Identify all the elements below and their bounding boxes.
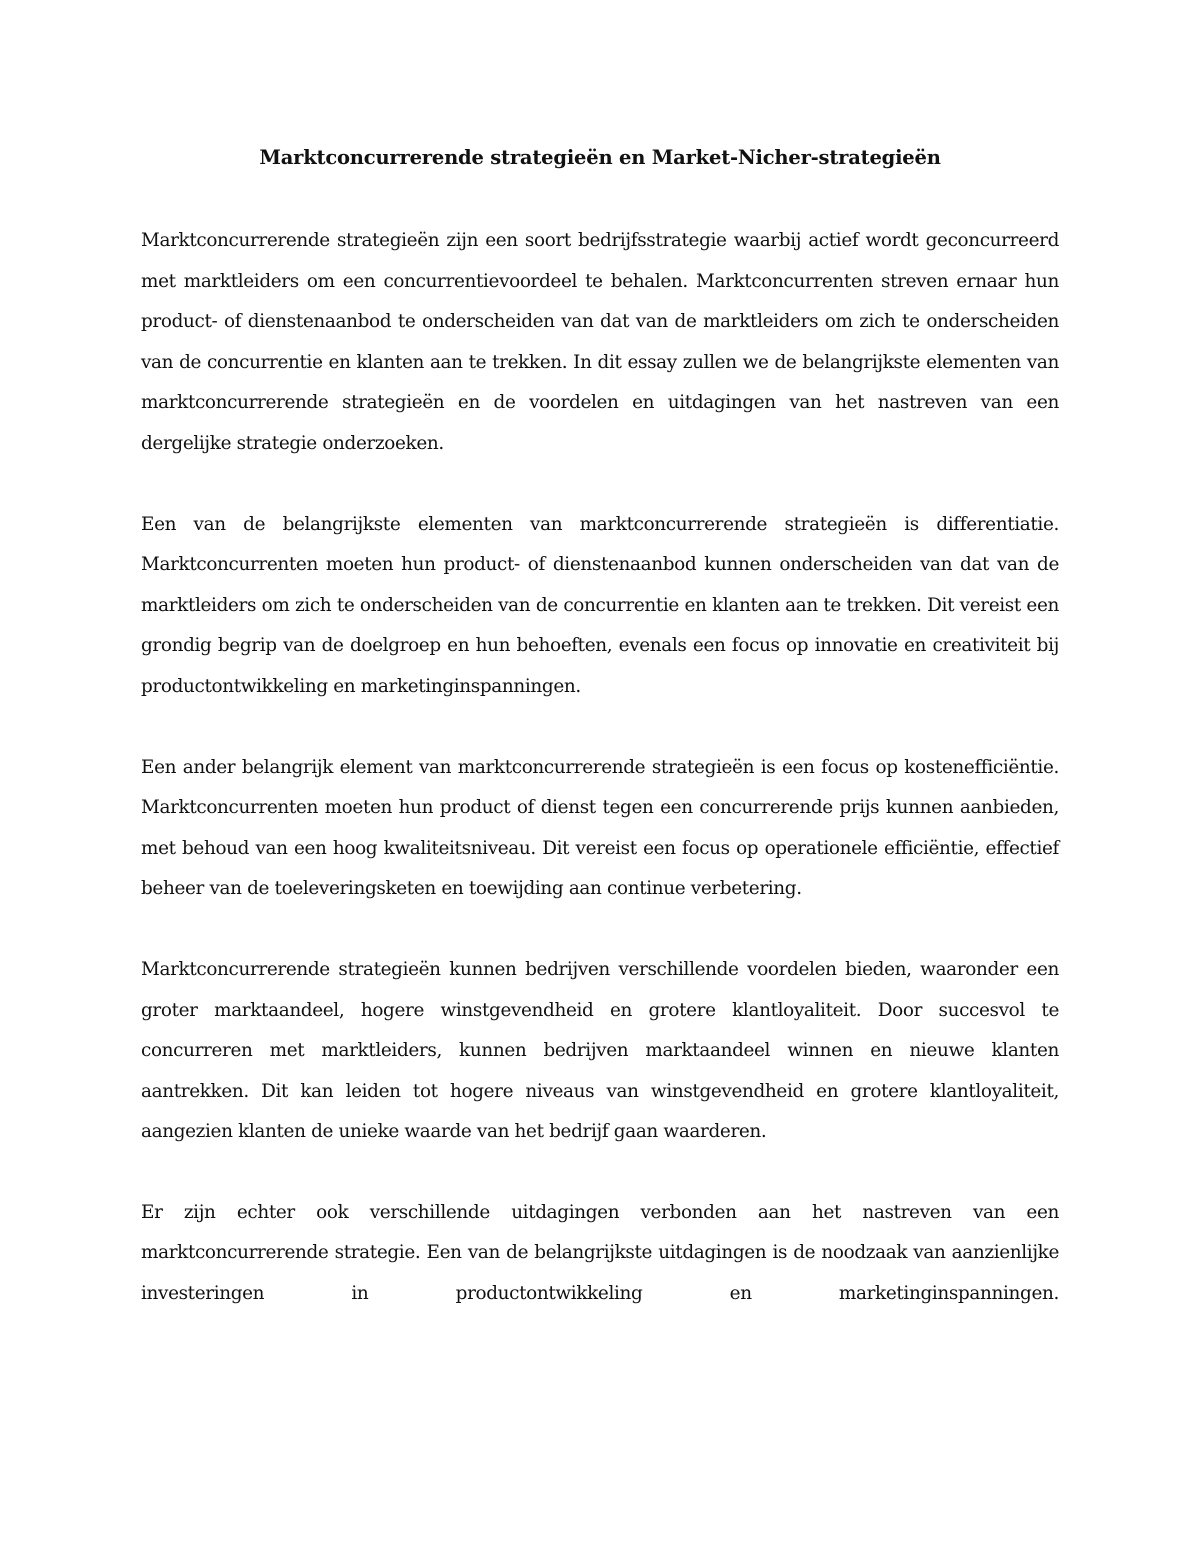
paragraph-3: Een ander belangrijk element van marktconcurrerende strategieën is een focus op kostenefficiëntie. Marktconcurrenten moeten hun product of dienst tegen een concurrerende prijs kunnen aanbieden, met behoud van een hoog kwaliteitsniveau. Dit vereist een focus op operationele efficiëntie, effectief beheer van de toeleveringsketen en toewijding aan continue verbetering. (141, 756, 1059, 900)
paragraph-2: Een van de belangrijkste elementen van marktconcurrerende strategieën is differentiatie. Marktconcurrenten moeten hun product- of dienstenaanbod kunnen onderscheiden van dat van de marktleiders om zich te onderscheiden van de concurrentie en klanten aan te trekken. Dit vereist een grondig begrip van de doelgroep en hun behoeften, evenals een focus op innovatie en creativiteit bij productontwikkeling en marketinginspanningen. (141, 513, 1059, 697)
paragraph-5: Er zijn echter ook verschillende uitdagingen verbonden aan het nastreven van een marktconcurrerende strategie. Een van de belangrijkste uitdagingen is de noodzaak van aanzienlijke investeringen in productontwikkeling en marketinginspanningen. (141, 1201, 1059, 1305)
document-title: Marktconcurrerende strategieën en Market-Nicher-strategieën (259, 146, 941, 169)
paragraph-4: Marktconcurrerende strategieën kunnen bedrijven verschillende voordelen bieden, waaronder een groter marktaandeel, hogere winstgevendheid en grotere klantloyaliteit. Door succesvol te concurreren met marktleiders, kunnen bedrijven marktaandeel winnen en nieuwe klanten aantrekken. Dit kan leiden tot hogere niveaus van winstgevendheid en grotere klantloyaliteit, aangezien klanten de unieke waarde van het bedrijf gaan waarderen. (141, 958, 1059, 1143)
document-body (141, 221, 1059, 1355)
paragraph-1: Marktconcurrerende strategieën zijn een soort bedrijfsstrategie waarbij actief wordt geconcurreerd met marktleiders om een concurrentievoordeel te behalen. Marktconcurrenten streven ernaar hun product- of dienstenaanbod te onderscheiden van dat van de marktleiders om zich te onderscheiden van de concurrentie en klanten aan te trekken. In dit essay zullen we de belangrijkste elementen van marktconcurrerende strategieën en de voordelen en uitdagingen van het nastreven van een dergelijke strategie onderzoeken. (141, 230, 1059, 454)
